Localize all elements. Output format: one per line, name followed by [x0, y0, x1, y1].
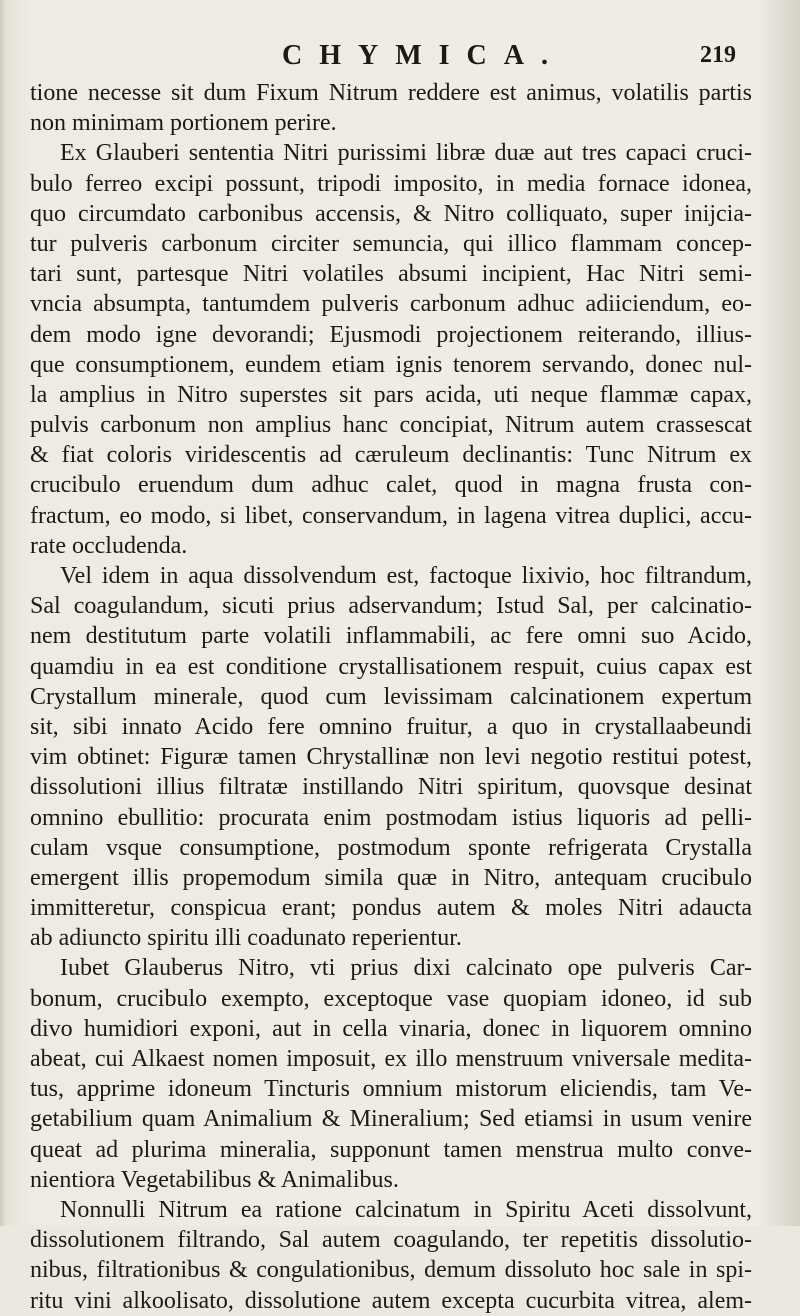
- text-line: bonum, crucibulo exempto, exceptoque vase quopiam idoneo, id sub: [30, 985, 752, 1012]
- text-line: tus, apprime idoneum Tincturis omnium mistorum eliciendis, tam Ve-: [30, 1076, 752, 1103]
- text-line: nibus, filtrationibus & congulationibus, demum dissoluto hoc sale in spi-: [30, 1257, 752, 1284]
- text-line: divo humidiori exponi, aut in cella vinaria, donec in liquorem omnino: [30, 1015, 752, 1042]
- text-line: dem modo igne devorandi; Ejusmodi projectionem reiterando, illius-: [30, 321, 752, 348]
- text-line: non minimam portionem perire.: [30, 110, 337, 137]
- text-line: fractum, eo modo, si libet, conservandum, in lagena vitrea duplici, accu-: [30, 502, 752, 529]
- text-line: getabilium quam Animalium & Mineralium; Sed etiamsi in usum venire: [30, 1106, 752, 1133]
- text-line: nem destitutum parte volatili inflammabili, ac fere omni suo Acido,: [30, 623, 752, 650]
- text-line: Crystallum minerale, quod cum levissimam calcinationem expertum: [30, 683, 752, 710]
- body-text: [30, 78, 752, 1316]
- text-line: ritu vini alkoolisato, dissolutione autem excepta cucurbita vitrea, alem-: [30, 1287, 752, 1314]
- text-line: sit, sibi innato Acido fere omnino fruitur, a quo in crystallaabeundi: [30, 713, 752, 740]
- text-line: omnino ebullitio: procurata enim postmodam istius liquoris ad pelli-: [30, 804, 752, 831]
- text-line: tione necesse sit dum Fixum Nitrum reddere est animus, volatilis partis: [30, 80, 752, 106]
- page-edge-shadow: [760, 0, 800, 1226]
- text-line: Vel idem in aqua dissolvendum est, factoque lixivio, hoc filtrandum,: [60, 563, 752, 589]
- text-line: que consumptionem, eundem etiam ignis tenorem servando, donec nul-: [30, 351, 752, 378]
- text-line: ab adiuncto spiritu illi coadunato reperientur.: [30, 925, 462, 952]
- text-line: Iubet Glauberus Nitro, vti prius dixi calcinato ope pulveris Car-: [60, 955, 752, 982]
- text-line: queat ad plurima mineralia, supponunt tamen menstrua multo conve-: [30, 1136, 752, 1163]
- text-line: crucibulo eruendum dum adhuc calet, quod in magna frusta con-: [30, 472, 752, 499]
- text-line: quamdiu in ea est conditione crystallisationem respuit, cuius capax est: [30, 653, 752, 680]
- text-line: Sal coagulandum, sicuti prius adservandum; Istud Sal, per calcinatio-: [30, 593, 752, 620]
- text-line: quo circumdato carbonibus accensis, & Nitro colliquato, super inijcia-: [30, 200, 752, 227]
- text-line: bulo ferreo excipi possunt, tripodi imposito, in media fornace idonea,: [30, 170, 752, 197]
- text-line: tari sunt, partesque Nitri volatiles absumi incipient, Hac Nitri semi-: [30, 261, 752, 288]
- text-line: pulvis carbonum non amplius hanc concipiat, Nitrum autem crassescat: [30, 412, 752, 439]
- text-line: dissolutionem filtrando, Sal autem coagulando, ter repetitis dissolutio-: [30, 1227, 752, 1254]
- running-title: CHYMICA.: [282, 40, 565, 71]
- text-line: vim obtinet: Figuræ tamen Chrystallinæ non levi negotio restitui potest,: [30, 744, 752, 771]
- text-line: la amplius in Nitro superstes sit pars acida, uti neque flammæ capax,: [30, 381, 752, 408]
- text-line: rate occludenda.: [30, 532, 188, 559]
- text-line: dissolutioni illius filtratæ instillando Nitri spiritum, quovsque desinat: [30, 774, 752, 801]
- page-number: 219: [700, 42, 736, 68]
- text-line: Nonnulli Nitrum ea ratione calcinatum in Spiritu Aceti dissolvunt,: [60, 1196, 752, 1223]
- text-line: immitteretur, conspicua erant; pondus autem & moles Nitri adaucta: [30, 895, 752, 922]
- running-head: [0, 40, 800, 72]
- text-line: Ex Glauberi sententia Nitri purissimi libræ duæ aut tres capaci cruci-: [60, 140, 752, 167]
- text-line: abeat, cui Alkaest nomen imposuit, ex illo menstruum vniversale medita-: [30, 1046, 752, 1072]
- text-line: culam vsque consumptione, postmodum sponte refrigerata Crystalla: [30, 834, 752, 861]
- text-line: emergent illis propemodum simila quæ in Nitro, antequam crucibulo: [30, 864, 752, 891]
- text-line: tur pulveris carbonum circiter semuncia, qui illico flammam concep-: [30, 230, 752, 257]
- page-spine-shadow: [0, 0, 6, 1226]
- text-line: nientiora Vegetabilibus & Animalibus.: [30, 1166, 399, 1193]
- text-line: vncia absumpta, tantumdem pulveris carbonum adhuc adiiciendum, eo-: [30, 291, 752, 318]
- text-line: & fiat coloris viridescentis ad cæruleum declinantis: Tunc Nitrum ex: [30, 442, 752, 469]
